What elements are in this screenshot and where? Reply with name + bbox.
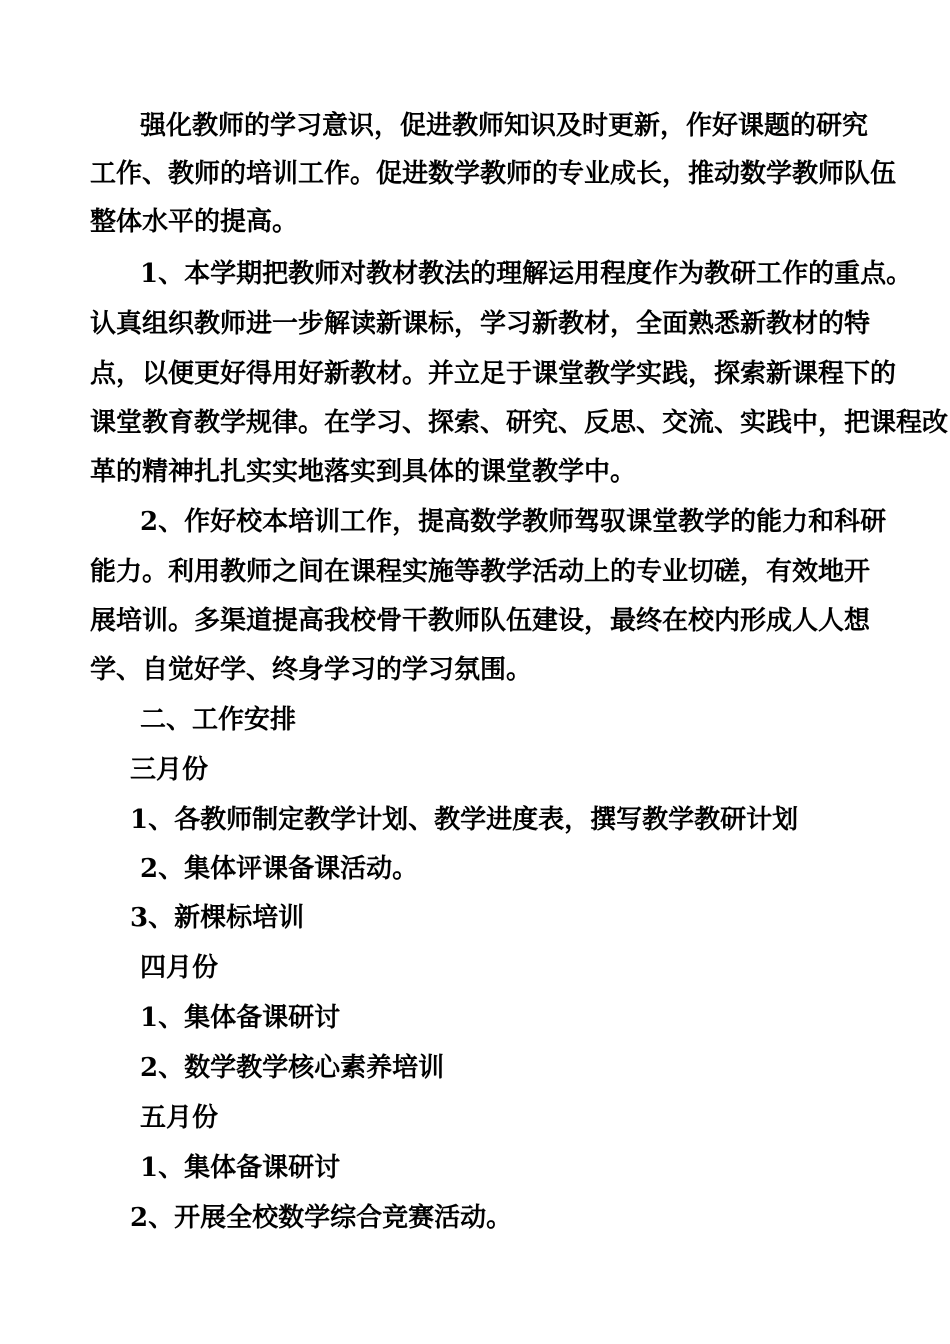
intro-line-3: 整体水平的提高。	[90, 207, 299, 237]
section-heading-work-arrangement: 二、工作安排	[140, 705, 297, 735]
april-item-1: 1、集体备课研讨	[140, 1003, 341, 1033]
point1-line-3: 点，以便更好得用好新教材。并立足于课堂教学实践，探索新课程下的	[90, 359, 897, 389]
march-heading: 三月份	[130, 755, 209, 785]
point1-line-5: 革的精神扎扎实实地落实到具体的课堂教学中。	[90, 457, 637, 487]
point2-line-2: 能力。利用教师之间在课程实施等教学活动上的专业切磋，有效地开	[90, 557, 871, 587]
may-item-2: 2、开展全校数学综合竞赛活动。	[130, 1203, 513, 1233]
april-item-2: 2、数学教学核心素养培训	[140, 1053, 445, 1083]
point2-line-1: 2、作好校本培训工作，提高数学教师驾驭课堂教学的能力和科研	[140, 507, 887, 537]
point2-line-4: 学、自觉好学、终身学习的学习氛围。	[90, 655, 533, 685]
march-item-3: 3、新棵标培训	[130, 903, 305, 933]
march-item-2: 2、集体评课备课活动。	[140, 854, 419, 884]
point2-line-3: 展培训。多渠道提高我校骨干教师队伍建设，最终在校内形成人人想	[90, 606, 871, 636]
april-heading: 四月份	[140, 953, 219, 983]
intro-line-2: 工作、教师的培训工作。促进数学教师的专业成长，推动数学教师队伍	[90, 159, 897, 189]
march-item-1: 1、各教师制定教学计划、教学进度表，撰写教学教研计划	[130, 805, 799, 835]
may-heading: 五月份	[140, 1103, 219, 1133]
may-item-1: 1、集体备课研讨	[140, 1153, 341, 1183]
intro-line-1: 强化教师的学习意识，促进教师知识及时更新，作好课题的研究	[140, 111, 869, 141]
point1-line-1: 1、本学期把教师对教材教法的理解运用程度作为教研工作的重点。	[140, 259, 913, 289]
point1-line-2: 认真组织教师进一步解读新课标，学习新教材，全面熟悉新教材的特	[90, 309, 871, 339]
point1-line-4: 课堂教育教学规律。在学习、探索、研究、反思、交流、实践中，把课程改	[90, 408, 949, 438]
